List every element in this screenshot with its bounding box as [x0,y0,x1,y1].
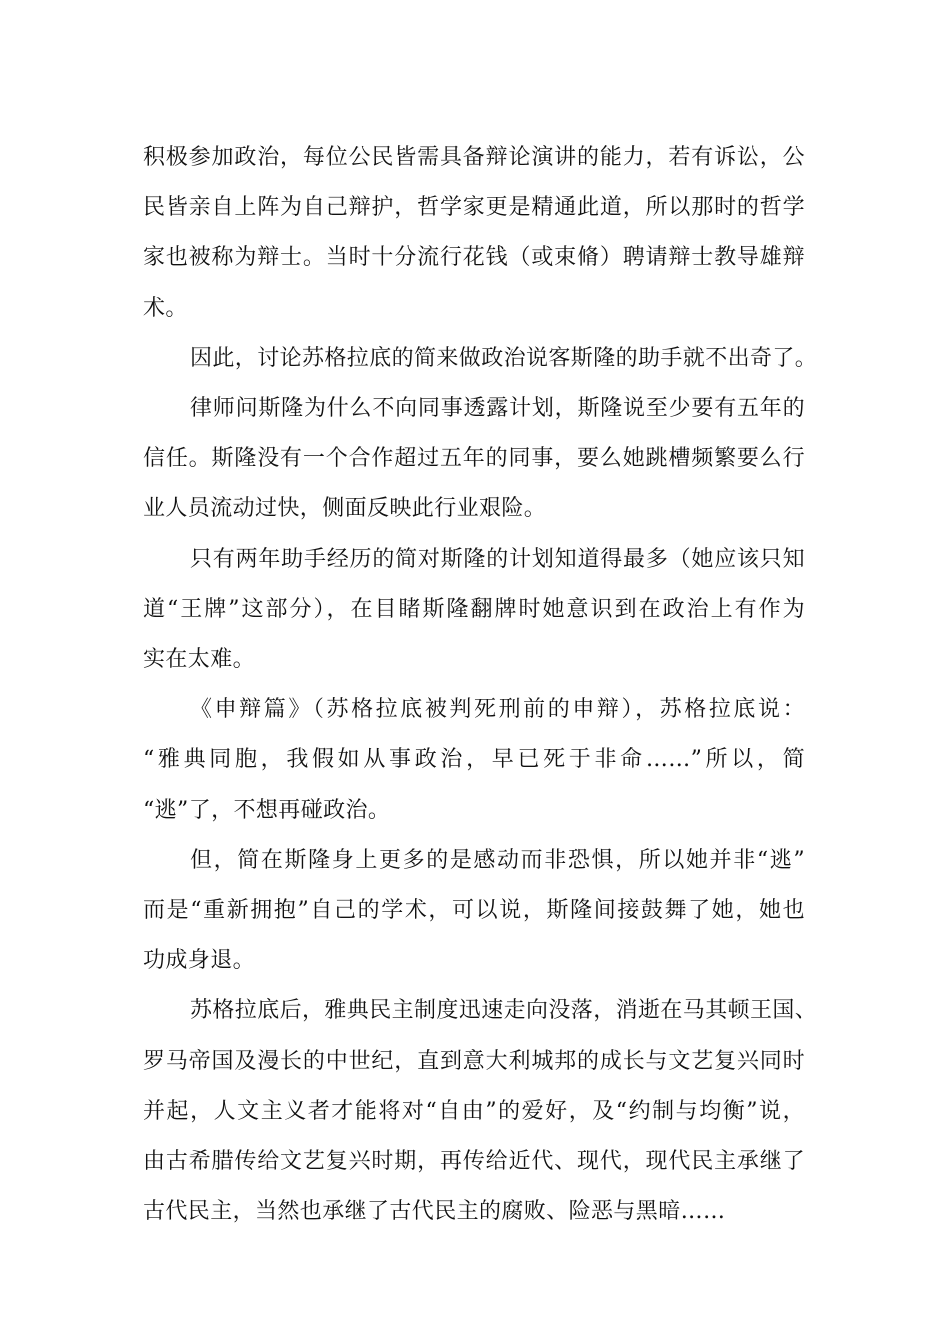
text-line: 道“王牌”这部分），在目睹斯隆翻牌时她意识到在政治上有作为 [143,596,805,622]
text-line: 功成身退。 [143,948,256,974]
paragraph-5 [143,685,805,836]
text-line: 苏格拉底后，雅典民主制度迅速走向没落，消逝在马其顿王国、 [190,998,818,1024]
text-line: 律师问斯隆为什么不向同事透露计划，斯隆说至少要有五年的 [190,396,805,422]
text-line: 民皆亲自上阵为自己辩护，哲学家更是精通此道，所以那时的哲学 [143,195,805,221]
paragraph-1 [143,133,805,334]
text-line: 实在太难。 [143,647,256,673]
paragraph-7 [143,986,818,1237]
text-line: 只有两年助手经历的简对斯隆的计划知道得最多（她应该只知 [190,546,805,572]
text-line: 而是“重新拥抱”自己的学术，可以说，斯隆间接鼓舞了她，她也 [143,898,805,924]
text-line: 术。 [143,295,188,321]
text-line: 业人员流动过快，侧面反映此行业艰险。 [143,496,547,522]
paragraph-4 [143,535,805,686]
text-line: 并起，人文主义者才能将对“自由”的爱好，及“约制与均衡”说， [143,1098,805,1124]
text-line: 由古希腊传给文艺复兴时期，再传给近代、现代，现代民主承继了 [143,1149,805,1175]
text-line: 积极参加政治，每位公民皆需具备辩论演讲的能力，若有诉讼，公 [143,145,805,170]
text-line: “雅典同胞，我假如从事政治，早已死于非命……”所以，简 [143,747,805,773]
text-line: 信任。斯隆没有一个合作超过五年的同事，要么她跳槽频繁要么行 [143,446,805,472]
paragraph-6 [143,836,805,987]
text-line: 家也被称为辩士。当时十分流行花钱（或束脩）聘请辩士教导雄辩 [143,245,805,271]
text-line: 罗马帝国及漫长的中世纪，直到意大利城邦的成长与文艺复兴同时 [143,1048,805,1074]
paragraph-3 [143,384,805,535]
text-line: 但，简在斯隆身上更多的是感动而非恐惧，所以她并非“逃” [190,847,805,873]
paragraph-2 [143,334,818,384]
text-line: 古代民主，当然也承继了古代民主的腐败、险恶与黑暗…… [143,1199,726,1225]
text-line: 《申辩篇》（苏格拉底被判死刑前的申辩），苏格拉底说： [190,697,805,723]
text-line: 因此，讨论苏格拉底的简来做政治说客斯隆的助手就不出奇了。 [190,345,818,371]
text-line: “逃”了，不想再碰政治。 [143,797,391,823]
body-text [143,133,818,1237]
